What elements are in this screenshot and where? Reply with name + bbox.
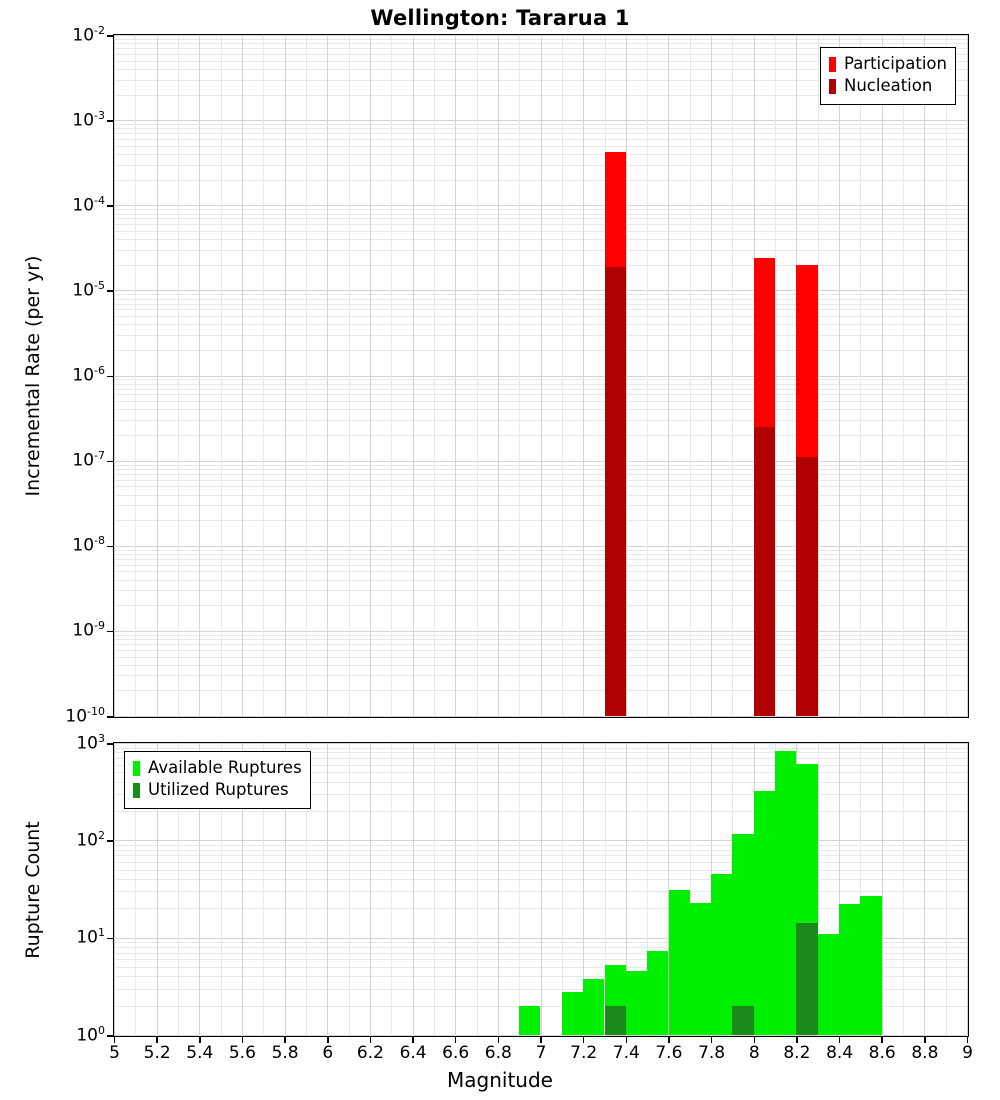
bar-available-ruptures — [711, 874, 732, 1035]
gridline-vertical — [946, 35, 947, 717]
gridline-vertical — [370, 743, 371, 1036]
x-tick-label: 7 — [535, 1043, 547, 1063]
gridline-vertical — [711, 35, 712, 717]
gridline-vertical — [860, 35, 861, 717]
x-tick-label: 6.2 — [356, 1043, 384, 1063]
y-tick-mark — [107, 631, 113, 633]
bar-available-ruptures — [754, 791, 775, 1035]
gridline-vertical — [477, 743, 478, 1036]
x-tick-mark — [540, 1037, 542, 1043]
gridline-vertical — [263, 35, 264, 717]
gridline-vertical — [349, 35, 350, 717]
gridline-vertical — [583, 35, 584, 717]
y-tick-mark — [107, 461, 113, 463]
gridline-vertical — [519, 35, 520, 717]
gridline-vertical — [178, 35, 179, 717]
x-tick-label: 7.6 — [655, 1043, 683, 1063]
gridline-vertical — [626, 35, 627, 717]
x-tick-mark — [114, 1037, 116, 1043]
gridline-vertical — [882, 743, 883, 1036]
bar-nucleation — [796, 457, 817, 716]
x-tick-mark — [668, 1037, 670, 1043]
x-tick-mark — [284, 1037, 286, 1043]
gridline-vertical — [391, 35, 392, 717]
legend-label-available: Available Ruptures — [148, 758, 302, 777]
y-axis-label-bottom: Rupture Count — [22, 820, 44, 959]
x-tick-mark — [881, 1037, 883, 1043]
gridline-vertical — [370, 35, 371, 717]
y-tick-label: $10^{-6}$ — [72, 364, 105, 386]
x-tick-mark — [199, 1037, 201, 1043]
gridline-vertical — [818, 35, 819, 717]
gridline-vertical — [157, 35, 158, 717]
y-tick-label: $10^{-8}$ — [72, 534, 105, 556]
y-tick-mark — [107, 120, 113, 122]
legend-item-utilized — [133, 779, 302, 801]
x-tick-label: 5.2 — [143, 1043, 171, 1063]
x-tick-mark — [327, 1037, 329, 1043]
bar-utilized-ruptures — [732, 1006, 753, 1035]
y-tick-label: $10^{-7}$ — [72, 449, 105, 471]
y-tick-mark — [107, 1035, 113, 1037]
rupture-count-plot — [113, 742, 969, 1037]
gridline-vertical — [242, 35, 243, 717]
legend-label-nucleation: Nucleation — [843, 76, 933, 96]
x-tick-mark — [242, 1037, 244, 1043]
x-tick-label: 6.4 — [399, 1043, 427, 1063]
y-axis-label-top: Incremental Rate (per yr) — [22, 255, 44, 497]
legend-swatch-available — [133, 761, 140, 776]
x-tick-label: 5 — [109, 1043, 120, 1063]
gridline-vertical — [477, 35, 478, 717]
gridline-vertical — [775, 35, 776, 717]
y-tick-mark — [107, 840, 113, 842]
page-title: Wellington: Tararua 1 — [370, 6, 630, 30]
y-tick-mark — [107, 376, 113, 378]
y-tick-label: $10^{-3}$ — [72, 108, 105, 131]
legend-swatch-nucleation — [829, 79, 836, 94]
gridline-vertical — [391, 743, 392, 1036]
bar-nucleation — [754, 427, 775, 716]
y-tick-label: $10^2$ — [76, 828, 105, 851]
gridline-vertical — [327, 35, 328, 717]
gridline-vertical — [199, 35, 200, 717]
bar-available-ruptures — [562, 992, 583, 1036]
gridline-vertical — [434, 35, 435, 717]
legend-item-participation — [829, 53, 947, 75]
y-tick-label: $10^{-10}$ — [65, 704, 105, 727]
y-tick-mark — [107, 205, 113, 207]
y-tick-mark — [107, 743, 113, 745]
legend-bottom — [124, 751, 311, 809]
x-tick-label: 8.2 — [783, 1043, 811, 1063]
x-tick-label: 6.6 — [442, 1043, 470, 1063]
legend-swatch-participation — [829, 57, 836, 72]
x-tick-label: 6.8 — [484, 1043, 512, 1063]
y-tick-label: $10^3$ — [76, 731, 105, 754]
bar-available-ruptures — [583, 979, 604, 1035]
gridline-vertical — [903, 743, 904, 1036]
gridline-vertical — [285, 35, 286, 717]
x-tick-mark — [583, 1037, 585, 1043]
x-tick-mark — [754, 1037, 756, 1043]
gridline-vertical — [327, 743, 328, 1036]
gridline-vertical — [732, 35, 733, 717]
gridline-vertical — [668, 35, 669, 717]
gridline-vertical — [690, 35, 691, 717]
legend-item-available — [133, 757, 302, 779]
gridline-vertical — [647, 35, 648, 717]
x-tick-mark — [924, 1037, 926, 1043]
legend-label-participation: Participation — [843, 54, 947, 73]
y-tick-label: $10^1$ — [76, 926, 105, 948]
x-tick-label: 7.4 — [612, 1043, 640, 1063]
x-tick-label: 8.4 — [826, 1043, 854, 1063]
x-tick-label: 5.6 — [228, 1043, 256, 1063]
y-tick-mark — [107, 546, 113, 548]
gridline-vertical — [519, 743, 520, 1036]
bar-available-ruptures — [775, 751, 796, 1035]
bar-nucleation — [605, 267, 626, 716]
x-tick-mark — [412, 1037, 414, 1043]
x-tick-label: 5.4 — [186, 1043, 214, 1063]
bar-available-ruptures — [818, 934, 839, 1035]
x-tick-label: 8.6 — [868, 1043, 896, 1063]
x-tick-mark — [711, 1037, 713, 1043]
gridline-vertical — [562, 35, 563, 717]
gridline-vertical — [434, 743, 435, 1036]
x-tick-mark — [967, 1037, 969, 1043]
gridline-vertical — [306, 35, 307, 717]
x-tick-mark — [839, 1037, 841, 1043]
gridline-vertical — [498, 35, 499, 717]
y-tick-mark — [107, 938, 113, 940]
y-tick-label: $10^{-9}$ — [72, 619, 105, 642]
gridline-vertical — [924, 743, 925, 1036]
x-tick-mark — [626, 1037, 628, 1043]
x-tick-mark — [370, 1037, 372, 1043]
gridline-vertical — [455, 35, 456, 717]
bar-available-ruptures — [839, 904, 860, 1035]
x-tick-label: 9 — [962, 1043, 973, 1063]
gridline-vertical — [903, 35, 904, 717]
gridline-vertical — [541, 743, 542, 1036]
gridline-vertical — [498, 743, 499, 1036]
legend-label-utilized: Utilized Ruptures — [148, 780, 289, 800]
x-tick-mark — [498, 1037, 500, 1043]
gridline-vertical — [135, 35, 136, 717]
gridline-vertical — [882, 35, 883, 717]
gridline-vertical — [413, 35, 414, 717]
bar-available-ruptures — [690, 903, 711, 1036]
gridline-vertical — [541, 35, 542, 717]
x-axis-label: Magnitude — [447, 1068, 553, 1092]
bar-available-ruptures — [626, 971, 647, 1036]
gridline-vertical — [114, 35, 115, 717]
gridline-vertical — [946, 743, 947, 1036]
legend-item-nucleation — [829, 75, 947, 97]
y-tick-mark — [107, 35, 113, 37]
y-tick-mark — [107, 716, 113, 718]
gridline-vertical — [967, 35, 968, 717]
bar-available-ruptures — [669, 890, 690, 1035]
gridline-vertical — [967, 743, 968, 1036]
x-tick-label: 7.2 — [570, 1043, 598, 1063]
y-tick-mark — [107, 290, 113, 292]
gridline-vertical — [924, 35, 925, 717]
x-tick-label: 7.8 — [698, 1043, 726, 1063]
gridline-vertical — [349, 743, 350, 1036]
x-tick-label: 8 — [748, 1043, 760, 1063]
x-tick-label: 5.8 — [271, 1043, 299, 1063]
gridline-vertical — [413, 743, 414, 1036]
x-tick-label: 8.8 — [911, 1043, 939, 1063]
gridline-vertical — [114, 743, 115, 1036]
bar-available-ruptures — [519, 1006, 540, 1035]
plot-area-top — [114, 35, 968, 717]
x-tick-mark — [156, 1037, 158, 1043]
legend-swatch-utilized — [133, 783, 140, 798]
gridline-vertical — [221, 35, 222, 717]
incremental-rate-plot — [113, 34, 969, 718]
x-tick-mark — [455, 1037, 457, 1043]
x-tick-label: 6 — [322, 1043, 334, 1063]
y-tick-label: $10^{-5}$ — [72, 278, 105, 301]
y-tick-label: $10^{-2}$ — [72, 23, 105, 46]
y-tick-label: $10^0$ — [76, 1023, 105, 1046]
legend-top — [820, 47, 956, 105]
bar-utilized-ruptures — [796, 923, 817, 1035]
bar-available-ruptures — [860, 896, 881, 1035]
bar-available-ruptures — [647, 951, 668, 1035]
bar-utilized-ruptures — [605, 1006, 626, 1035]
gridline-vertical — [455, 743, 456, 1036]
y-tick-label: $10^{-4}$ — [72, 193, 105, 216]
gridline-vertical — [839, 35, 840, 717]
x-tick-mark — [796, 1037, 798, 1043]
